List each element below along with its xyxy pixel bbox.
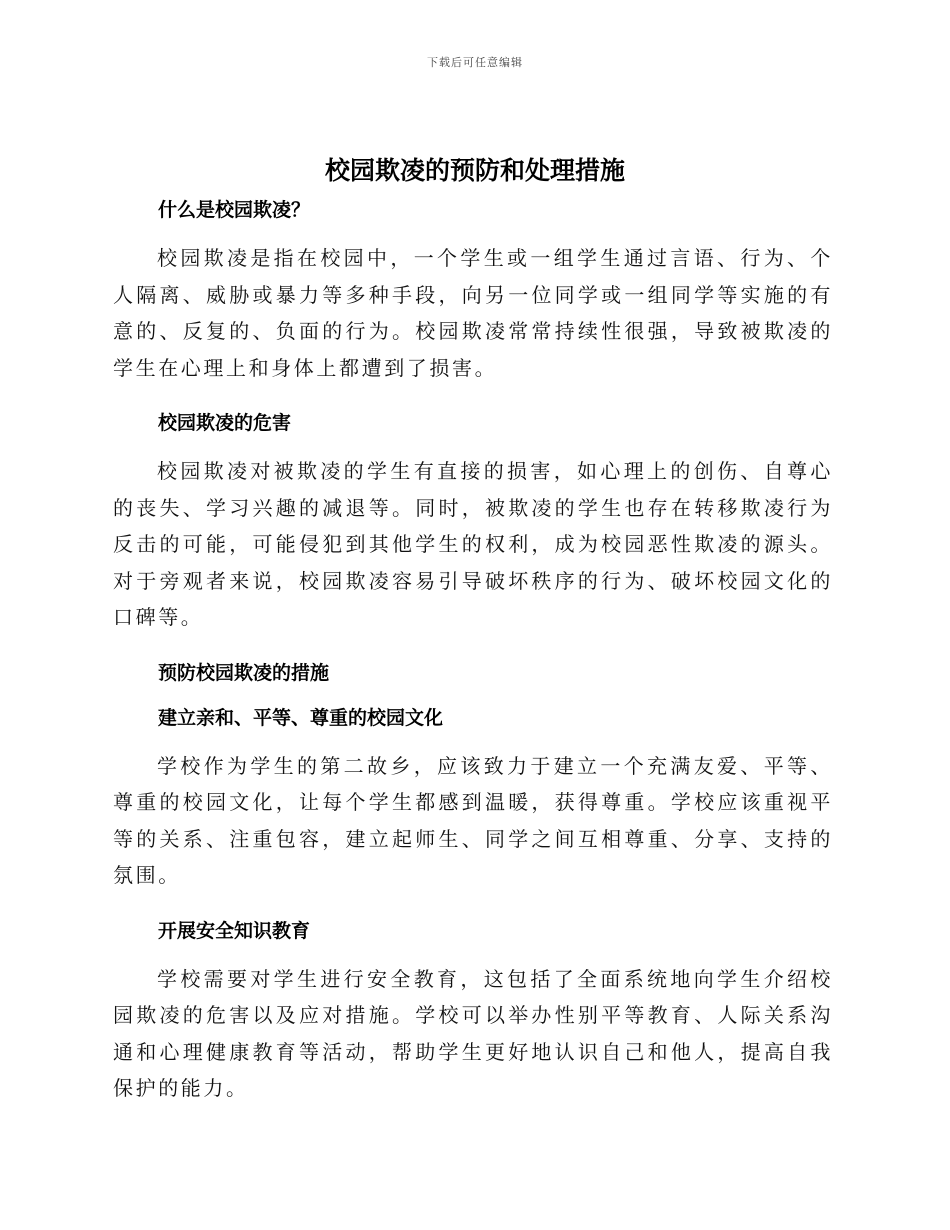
section-paragraph-what-is-bullying: 校园欺凌是指在校园中，一个学生或一组学生通过言语、行为、个人隔离、威胁或暴力等多种手段，向另一位同学或一组同学等实施的有意的、反复的、负面的行为。校园欺凌常常持续性很强，导致被欺凌的学生在心理上和身体上都遭到了损害。	[113, 246, 833, 380]
document-body	[113, 193, 833, 1107]
section-paragraph-safety-education: 学校需要对学生进行安全教育，这包括了全面系统地向学生介绍校园欺凌的危害以及应对措施。学校可以举办性别平等教育、人际关系沟通和心理健康教育等活动，帮助学生更好地认识自己和他人，提高自我保护的能力。	[113, 966, 833, 1100]
section-heading-prevention: 预防校园欺凌的措施	[158, 661, 330, 684]
section-paragraph-harm: 校园欺凌对被欺凌的学生有直接的损害，如心理上的创伤、自尊心的丧失、学习兴趣的减退等。同时，被欺凌的学生也存在转移欺凌行为反击的可能，可能侵犯到其他学生的权利，成为校园恶性欺凌的源头。对于旁观者来说，校园欺凌容易引导破坏秩序的行为、破坏校园文化的口碑等。	[113, 459, 833, 629]
section-heading-what-is-bullying: 什么是校园欺凌？	[158, 199, 311, 221]
section-heading-safety-education: 开展安全知识教育	[158, 919, 311, 942]
section-heading-campus-culture: 建立亲和、平等、尊重的校园文化	[158, 706, 444, 729]
document-title: 校园欺凌的预防和处理措施	[324, 156, 625, 185]
section-heading-harm: 校园欺凌的危害	[158, 412, 292, 434]
section-paragraph-campus-culture: 学校作为学生的第二故乡，应该致力于建立一个充满友爱、平等、尊重的校园文化，让每个学生都感到温暖，获得尊重。学校应该重视平等的关系、注重包容，建立起师生、同学之间互相尊重、分享、支持的氛围。	[113, 753, 833, 887]
header-note: 下载后可任意编辑	[427, 56, 523, 69]
